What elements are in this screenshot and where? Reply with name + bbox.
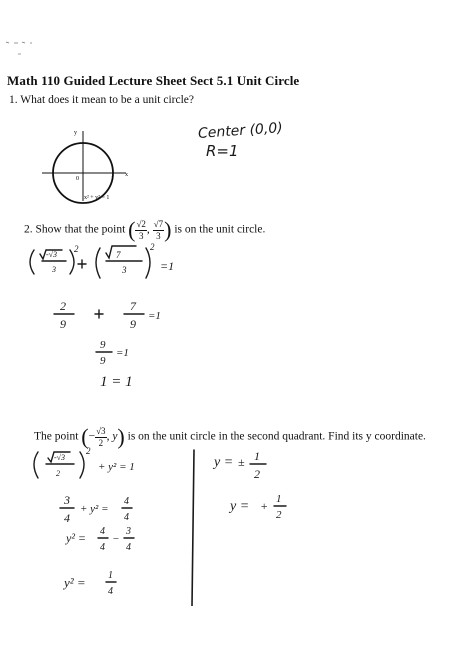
q2-line3-den: 9 bbox=[100, 355, 106, 367]
point3-x-num: √3 bbox=[96, 425, 106, 436]
q3-line3-d1: 4 bbox=[100, 542, 105, 553]
answer-2-num: 1 bbox=[276, 493, 282, 505]
q2-line3-num: 9 bbox=[100, 339, 106, 351]
q3-line3-minus: − bbox=[112, 533, 120, 545]
answer-2-sign: + bbox=[260, 499, 269, 513]
left-paren: ( bbox=[81, 424, 89, 449]
q2-line3-eq: =1 bbox=[116, 347, 129, 359]
q2-line1-tail: =1 bbox=[160, 259, 175, 273]
x-axis-label: x bbox=[125, 172, 128, 178]
q3-frac-den: 4 bbox=[64, 511, 70, 525]
q3-frac-num: 3 bbox=[64, 493, 70, 507]
question-3-post: is on the unit circle in the second quadrant. Find its y coordinate. bbox=[127, 430, 426, 443]
right-paren: ) bbox=[164, 217, 172, 242]
plus-sign-1 bbox=[78, 260, 86, 268]
q3-line3-d2: 4 bbox=[126, 542, 131, 553]
question-2-post: is on the unit circle. bbox=[174, 223, 266, 236]
plus-sign-2 bbox=[95, 310, 103, 318]
left-paren: ( bbox=[128, 217, 136, 242]
y-axis-label: y bbox=[74, 130, 77, 136]
answer-1-den: 2 bbox=[254, 467, 260, 481]
handwritten-radius: R=1 bbox=[206, 142, 239, 160]
q3-line3-lhs: y² = bbox=[66, 531, 87, 545]
q3-line4-num: 1 bbox=[108, 570, 113, 581]
scan-speckle bbox=[0, 30, 60, 60]
point-y-den: 3 bbox=[156, 230, 161, 241]
q3-line2-rden: 4 bbox=[124, 512, 129, 523]
question-2-pre: Show that the point bbox=[35, 223, 126, 236]
question-3: The point (− $\frac{√3}{2}$ , y) is on the unit circle in the second quadrant. Find its y coordinate. bbox=[34, 424, 426, 449]
question-1-text: What does it mean to be a unit circle? bbox=[20, 94, 195, 106]
divider-line bbox=[192, 450, 194, 606]
handwritten-center: Center (0,0) bbox=[197, 120, 284, 142]
point3-x-den: 2 bbox=[98, 437, 104, 448]
sqrt-sign-2 bbox=[106, 246, 136, 258]
answer-1-lhs: y = bbox=[214, 455, 234, 470]
page-title: Math 110 Guided Lecture Sheet Sect 5.1 Unit Circle bbox=[7, 73, 300, 88]
q3-handwritten-work bbox=[24, 446, 464, 606]
point-y-fraction bbox=[153, 219, 164, 242]
bracket-left-1 bbox=[30, 250, 34, 274]
bracket-left-2 bbox=[96, 248, 100, 278]
sqrt3-in-bracket: -√3 bbox=[46, 250, 58, 259]
q2-frac-b-num: 7 bbox=[130, 299, 136, 313]
q3-line2-mid: + y² = bbox=[80, 503, 109, 515]
question-2-number: 2. bbox=[24, 223, 33, 236]
sqrt3-inner: -√3 bbox=[54, 453, 66, 462]
den-3-b: 3 bbox=[122, 265, 127, 275]
point-x-fraction bbox=[135, 219, 146, 242]
q3-line1: + y² = 1 bbox=[98, 461, 135, 473]
q3-line3-n1: 4 bbox=[100, 526, 105, 537]
q2-frac-a-den: 9 bbox=[60, 317, 66, 331]
den-2-inner: 2 bbox=[56, 469, 60, 478]
question-2: 2. Show that the point ( $\frac{√2}{3}$ , $\frac{√7}{3}$ ) is on the unit circle. bbox=[24, 217, 266, 242]
bracket-right-2 bbox=[146, 248, 150, 278]
q3-line2-rnum: 4 bbox=[124, 496, 129, 507]
den-3-a: 3 bbox=[52, 265, 56, 274]
bracket-right-3 bbox=[80, 452, 84, 478]
answer-1-sign: ± bbox=[238, 455, 245, 469]
answer-2-den: 2 bbox=[276, 509, 282, 521]
q3-line3-n2: 3 bbox=[126, 526, 131, 537]
question-1-number: 1. bbox=[9, 94, 18, 106]
answer-1-num: 1 bbox=[254, 449, 260, 463]
q2-frac-b-den: 9 bbox=[130, 317, 136, 331]
point-x-den: 3 bbox=[138, 230, 144, 241]
q2-frac-a-num: 2 bbox=[60, 299, 66, 313]
q2-final: 1 = 1 bbox=[100, 374, 133, 390]
exp-2-a: 2 bbox=[74, 244, 79, 254]
point3-y: y bbox=[112, 430, 118, 443]
q2-handwritten-work bbox=[20, 240, 220, 400]
unit-circle-figure bbox=[38, 125, 148, 205]
circle-equation: x² + y² = 1 bbox=[84, 195, 110, 201]
point-x-num: √2 bbox=[136, 218, 146, 229]
num-7-root: 7 bbox=[116, 250, 121, 260]
question-1 bbox=[9, 94, 194, 106]
origin-label: 0 bbox=[76, 176, 79, 182]
point-y-num: √7 bbox=[153, 218, 164, 229]
q3-line4-lhs: y² = bbox=[64, 575, 86, 590]
question-3-pre: The point bbox=[34, 430, 79, 443]
q3-line4-den: 4 bbox=[108, 586, 113, 597]
bracket-left-3 bbox=[34, 452, 38, 478]
tick-label: 1 bbox=[111, 176, 114, 182]
exp-2-b: 2 bbox=[150, 242, 155, 252]
exp-2-c: 2 bbox=[86, 446, 91, 456]
answer-2-lhs: y = bbox=[230, 499, 250, 514]
q2-line2-eq: =1 bbox=[148, 310, 161, 322]
right-paren: ) bbox=[117, 424, 125, 449]
